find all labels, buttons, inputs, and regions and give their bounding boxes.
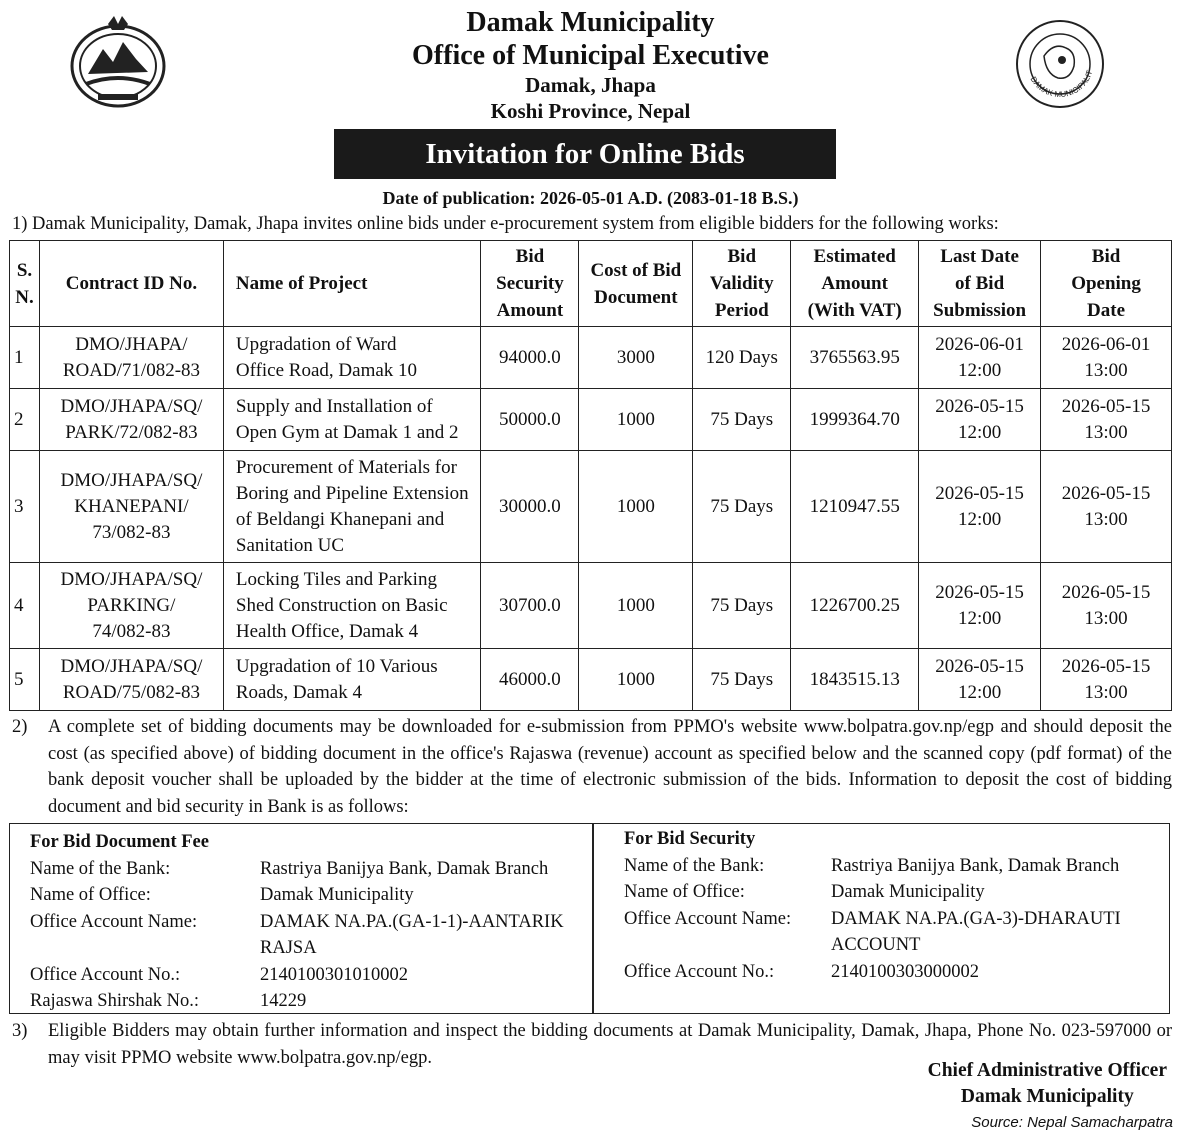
- header-security: Bid Security Amount: [481, 241, 579, 327]
- cell-security: 30700.0: [481, 563, 579, 649]
- bank-row: Rajaswa Shirshak No.: 14229: [30, 991, 307, 1011]
- cell-contract: DMO/JHAPA/ ROAD/71/082-83: [39, 327, 223, 389]
- bank-row: Name of the Bank: Rastriya Banijya Bank, Damak Branch: [624, 855, 1120, 876]
- signatory-org: Damak Municipality: [960, 1086, 1134, 1107]
- cell-validity: 120 Days: [693, 327, 791, 389]
- table-header-row: [10, 241, 1172, 327]
- paragraph-number: 3): [12, 1021, 28, 1041]
- intro-text: 1) Damak Municipality, Damak, Jhapa invites online bids under e-procurement system from eligible bidders for the following works:: [12, 214, 999, 234]
- org-name: Damak Municipality: [466, 7, 715, 38]
- cell-sn: 2: [10, 389, 40, 451]
- table-row: [10, 563, 1172, 649]
- header-sn: S. N.: [10, 241, 40, 327]
- cell-cost: 3000: [579, 327, 693, 389]
- signatory-title: Chief Administrative Officer: [927, 1060, 1167, 1081]
- cell-validity: 75 Days: [693, 389, 791, 451]
- bank-details-box: [9, 823, 1170, 1014]
- cell-contract: DMO/JHAPA/SQ/ PARKING/ 74/082-83: [39, 563, 223, 649]
- cell-contract: DMO/JHAPA/SQ/ KHANEPANI/ 73/082-83: [39, 451, 223, 563]
- cell-estimated: 1226700.25: [791, 563, 919, 649]
- cell-contract: DMO/JHAPA/SQ/ PARK/72/082-83: [39, 389, 223, 451]
- paragraph-2: [12, 714, 1172, 820]
- province: Koshi Province, Nepal: [490, 99, 691, 123]
- cell-contract: DMO/JHAPA/SQ/ ROAD/75/082-83: [39, 649, 223, 711]
- cell-project: Upgradation of Ward Office Road, Damak 10: [223, 327, 481, 389]
- bank-row: Office Account Name: DAMAK NA.PA.(GA-1-1)-AANTARIK RAJSA: [30, 911, 564, 958]
- cell-sn: 5: [10, 649, 40, 711]
- paragraph-text: Eligible Bidders may obtain further information and inspect the bidding documents at Damak Municipality, Damak, Jhapa, Phone No. 023-597000 or may visit PPMO website www.bolpatra.gov.np/egp.: [48, 1021, 1172, 1068]
- seal-text: DAMAK MUNICIPALIT: [1028, 69, 1095, 100]
- svg-text:DAMAK MUNICIPALITY: [1014, 18, 1094, 99]
- municipality-seal-icon: [1014, 18, 1106, 110]
- cell-last-date: 2026-05-15 12:00: [919, 563, 1041, 649]
- signature-block: [928, 1058, 1167, 1110]
- table-row: [10, 649, 1172, 711]
- header-contract: Contract ID No.: [39, 241, 223, 327]
- location: Damak, Jhapa: [525, 73, 656, 97]
- office-name: Office of Municipal Executive: [412, 40, 769, 71]
- cell-estimated: 1843515.13: [791, 649, 919, 711]
- header-last-date: Last Date of Bid Submission: [919, 241, 1041, 327]
- cell-last-date: 2026-05-15 12:00: [919, 649, 1041, 711]
- cell-opening: 2026-06-01 13:00: [1041, 327, 1172, 389]
- cell-sn: 4: [10, 563, 40, 649]
- cell-project: Upgradation of 10 Various Roads, Damak 4: [223, 649, 481, 711]
- table-row: [10, 389, 1172, 451]
- cell-estimated: 1999364.70: [791, 389, 919, 451]
- header-validity: Bid Validity Period: [693, 241, 791, 327]
- bank-row: Office Account No.: 2140100301010002: [30, 964, 408, 985]
- bids-table: [9, 240, 1172, 711]
- cell-last-date: 2026-05-15 12:00: [919, 451, 1041, 563]
- cell-estimated: 1210947.55: [791, 451, 919, 563]
- cell-project: Procurement of Materials for Boring and Pipeline Extension of Beldangi Khanepani and Sanitation UC: [223, 451, 481, 563]
- bid-security-section: [624, 826, 1164, 985]
- cell-sn: 1: [10, 327, 40, 389]
- table-row: [10, 451, 1172, 563]
- header-project: Name of Project: [223, 241, 481, 327]
- cell-cost: 1000: [579, 451, 693, 563]
- source-credit: Source: Nepal Samacharpatra: [971, 1114, 1173, 1131]
- bank-row: Office Account No.: 2140100303000002: [624, 961, 979, 982]
- section-heading: For Bid Security: [624, 829, 756, 849]
- cell-sn: 3: [10, 451, 40, 563]
- bid-document-fee-section: [30, 829, 590, 1015]
- cell-cost: 1000: [579, 389, 693, 451]
- cell-last-date: 2026-05-15 12:00: [919, 389, 1041, 451]
- cell-project: Supply and Installation of Open Gym at Damak 1 and 2: [223, 389, 481, 451]
- section-heading: For Bid Document Fee: [30, 832, 209, 852]
- bank-row: Office Account Name: DAMAK NA.PA.(GA-3)-DHARAUTI ACCOUNT: [624, 908, 1121, 955]
- column-divider: [592, 824, 594, 1013]
- cell-estimated: 3765563.95: [791, 327, 919, 389]
- cell-validity: 75 Days: [693, 563, 791, 649]
- cell-opening: 2026-05-15 13:00: [1041, 563, 1172, 649]
- cell-security: 50000.0: [481, 389, 579, 451]
- header: [0, 6, 1181, 124]
- cell-opening: 2026-05-15 13:00: [1041, 451, 1172, 563]
- paragraph-number: 2): [12, 717, 28, 737]
- cell-security: 46000.0: [481, 649, 579, 711]
- table-row: [10, 327, 1172, 389]
- cell-validity: 75 Days: [693, 649, 791, 711]
- cell-last-date: 2026-06-01 12:00: [919, 327, 1041, 389]
- bank-row: Name of Office: Damak Municipality: [30, 885, 414, 905]
- publication-date: Date of publication: 2026-05-01 A.D. (2083-01-18 B.S.): [382, 188, 799, 208]
- paragraph-text: A complete set of bidding documents may be downloaded for e-submission from PPMO's website www.bolpatra.gov.np/egp and should deposit the cost (as specified above) of bidding document in the office's Rajaswa (revenue) account as specified below and the scanned copy (pdf format) of the bank deposit voucher shall be uploaded by the bidder at the time of electronic submission of the bids. Information to deposit the cost of bidding document and bid security in Bank is as follows:: [48, 717, 1172, 817]
- notice-title: Invitation for Online Bids: [334, 129, 836, 179]
- cell-security: 94000.0: [481, 327, 579, 389]
- cell-opening: 2026-05-15 13:00: [1041, 389, 1172, 451]
- cell-opening: 2026-05-15 13:00: [1041, 649, 1172, 711]
- cell-validity: 75 Days: [693, 451, 791, 563]
- header-estimated: Estimated Amount (With VAT): [791, 241, 919, 327]
- cell-cost: 1000: [579, 649, 693, 711]
- cell-cost: 1000: [579, 563, 693, 649]
- bank-row: Name of Office: Damak Municipality: [624, 882, 985, 902]
- header-opening: Bid Opening Date: [1041, 241, 1172, 327]
- cell-security: 30000.0: [481, 451, 579, 563]
- cell-project: Locking Tiles and Parking Shed Construction on Basic Health Office, Damak 4: [223, 563, 481, 649]
- bank-row: Name of the Bank: Rastriya Banijya Bank, Damak Branch: [30, 858, 549, 879]
- header-cost: Cost of Bid Document: [579, 241, 693, 327]
